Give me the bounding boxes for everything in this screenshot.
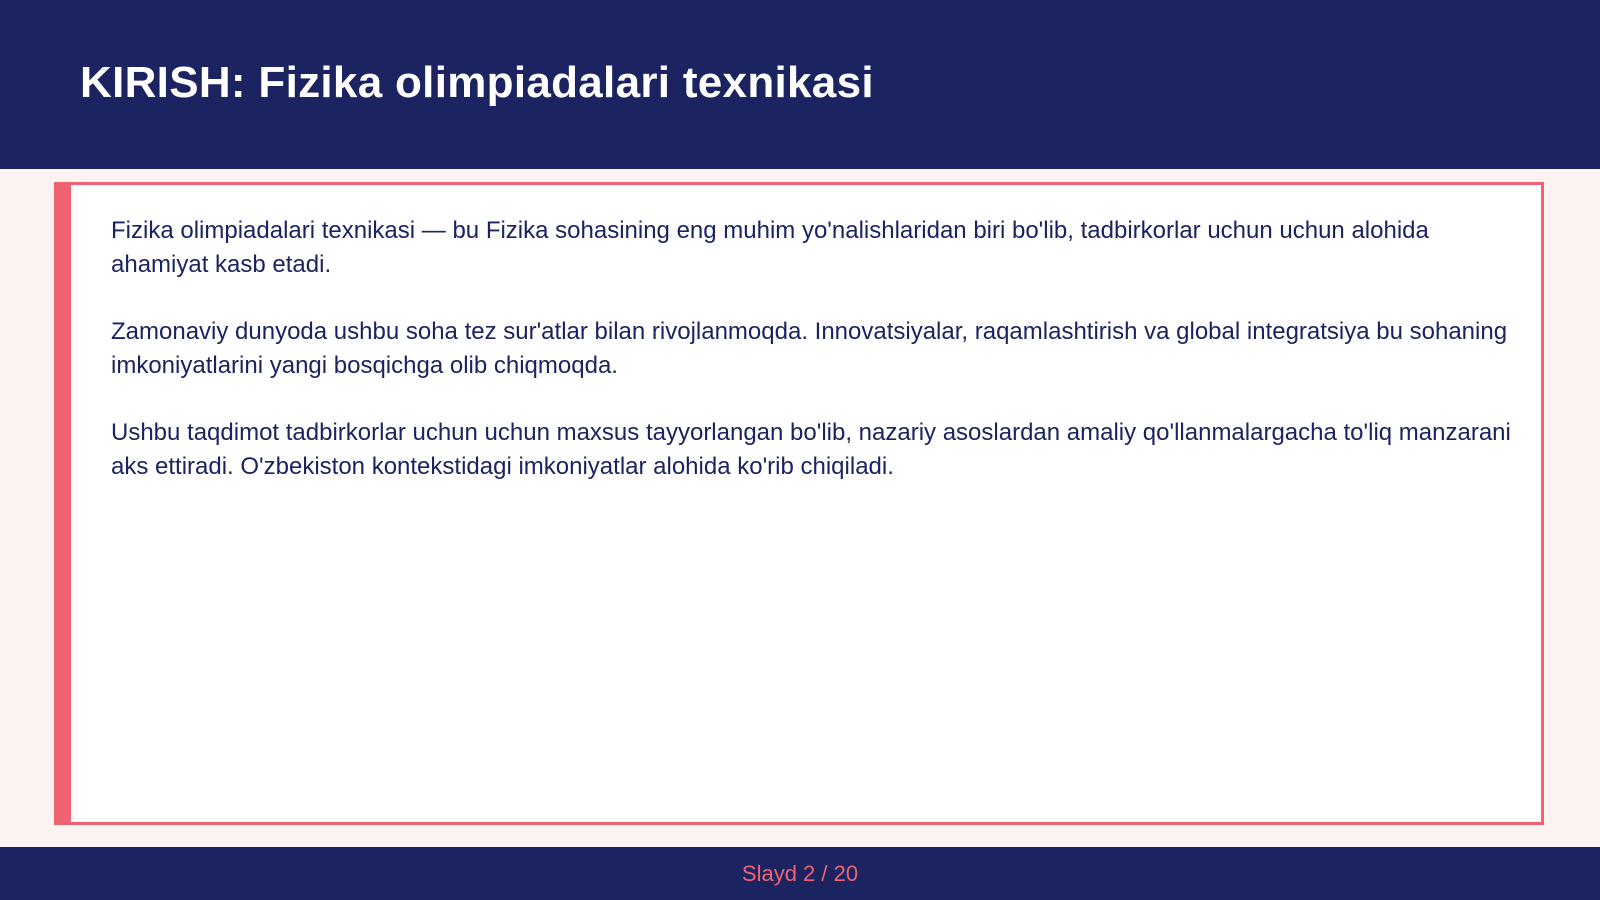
paragraph-modern-world: Zamonaviy dunyoda ushbu soha tez sur'atlar bilan rivojlanmoqda. Innovatsiyalar, raqamlashtirish va global integratsiya bu sohaning imkoniyatlarini yangi bosqichga olib chiqmoqda. — [111, 318, 1508, 379]
content-card — [54, 182, 1544, 825]
slide-title: KIRISH: Fizika olimpiadalari texnikasi — [80, 58, 874, 107]
slide-footer — [0, 847, 1600, 900]
slide-header — [0, 0, 1600, 169]
paragraph-presentation-purpose: Ushbu taqdimot tadbirkorlar uchun uchun maxsus tayyorlangan bo'lib, nazariy asoslardan amaliy qo'llanmalargacha to'liq manzarani aks ettiradi. O'zbekiston kontekstidagi imkoniyatlar alohida ko'rib chiqiladi. — [111, 419, 1511, 480]
paragraph-intro: Fizika olimpiadalari texnikasi — bu Fizika sohasining eng muhim yo'nalishlaridan biri bo'lib, tadbirkorlar uchun uchun alohida ahamiyat kasb etadi. — [111, 217, 1429, 278]
content-body — [111, 214, 1511, 517]
slide-counter: Slayd 2 / 20 — [741, 861, 859, 886]
